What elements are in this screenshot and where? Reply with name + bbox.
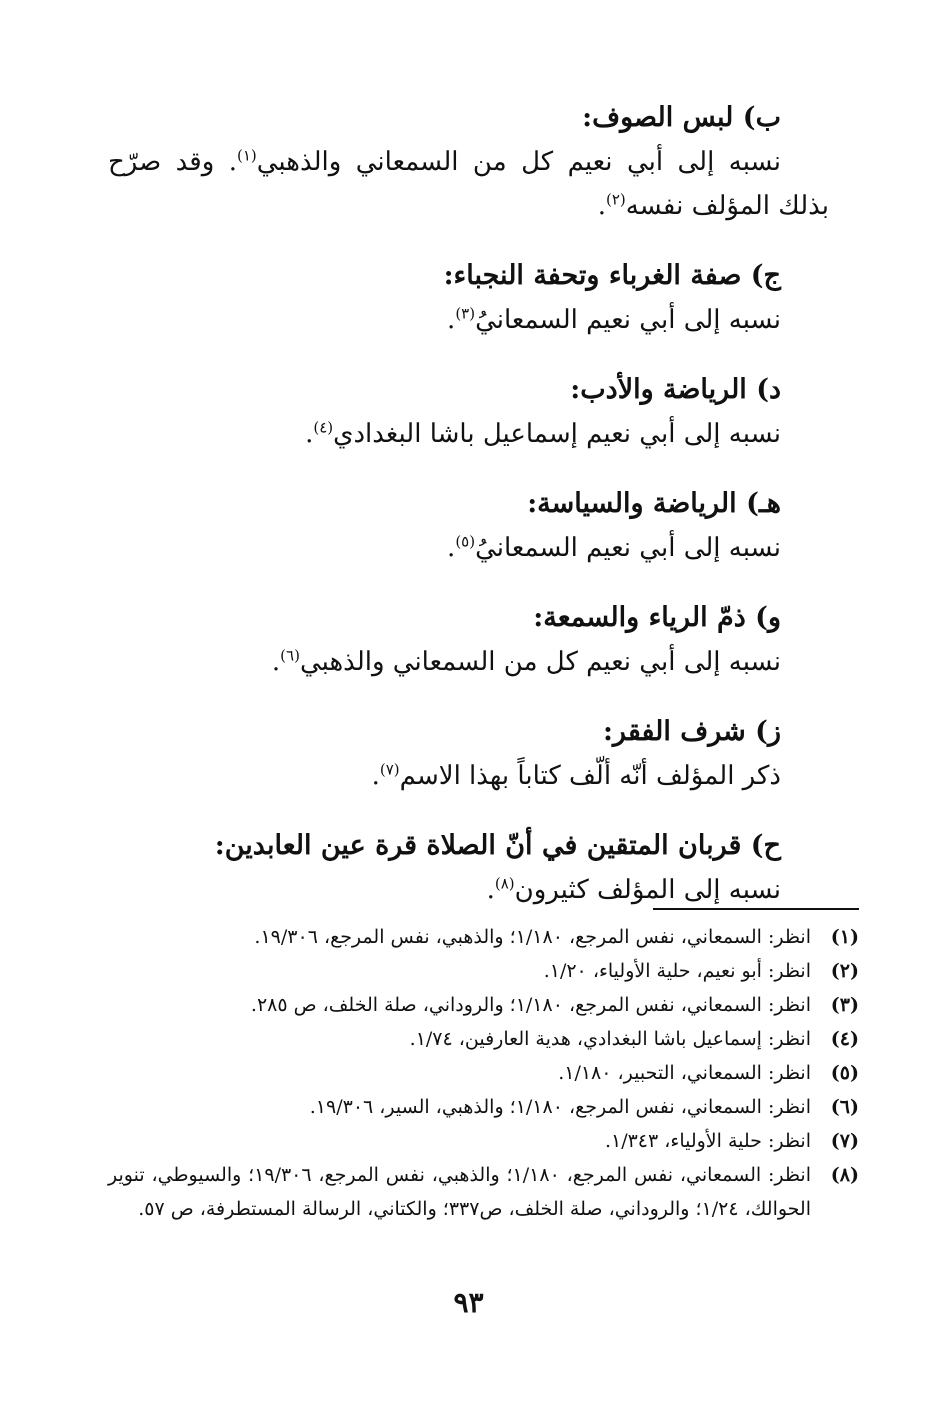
footnote-divider	[653, 908, 859, 910]
section-text-tail: .	[447, 305, 456, 335]
footnote-number: (٨)	[830, 1164, 859, 1186]
footnote-ref[interactable]: (٨)	[494, 874, 515, 893]
footnote-ref[interactable]: (٢)	[606, 190, 626, 209]
section-body	[108, 526, 829, 570]
footnote-text: انظر: أبو نعيم، حلية الأولياء، ١/٢٠.	[543, 960, 811, 982]
section-text-tail: .	[271, 647, 281, 677]
section-text: نسبه إلى أبي نعيم إسماعيل باشا البغدادي	[333, 419, 781, 449]
section-text: نسبه إلى أبي نعيم كل من السمعاني والذهبي	[299, 647, 781, 677]
footnote-number: (٧)	[830, 1130, 859, 1152]
footnote-item	[108, 954, 859, 988]
footnote-text: انظر: حلية الأولياء، ١/٣٤٣.	[604, 1130, 811, 1152]
section-text-tail: .	[597, 191, 606, 221]
footnote-ref[interactable]: (٣)	[455, 304, 476, 323]
footnote-item	[108, 1090, 859, 1124]
section-h	[108, 482, 829, 570]
footnote-ref[interactable]: (١)	[236, 146, 257, 165]
section-d	[108, 368, 829, 456]
section-body	[108, 640, 829, 684]
section-body	[108, 868, 829, 912]
section-text: نسبه إلى أبي نعيم السمعانيُ	[475, 533, 781, 563]
footnote-number: (٢)	[830, 960, 859, 982]
footnote-number: (٦)	[830, 1096, 859, 1118]
footnote-item	[108, 988, 859, 1022]
section-title: ح) قربان المتقين في أنّ الصلاة قرة عين العابدين:	[214, 830, 781, 861]
section-text: نسبه إلى المؤلف كثيرون	[514, 875, 781, 905]
footnote-ref[interactable]: (٥)	[455, 532, 476, 551]
section-text-cont: . وقد صرّح بذلك المؤلف نفسه	[108, 147, 829, 221]
footnote-number: (٤)	[830, 1028, 859, 1050]
section-title: ز) شرف الفقر:	[602, 716, 781, 747]
section-title: ج) صفة الغرباء وتحفة النجباء:	[443, 260, 781, 291]
section-j	[108, 254, 829, 342]
footnote-ref[interactable]: (٧)	[379, 760, 400, 779]
section-body	[108, 298, 829, 342]
section-text: نسبه إلى أبي نعيم كل من السمعاني والذهبي	[256, 147, 781, 177]
footnote-text: انظر: السمعاني، التحبير، ١/١٨٠.	[558, 1062, 811, 1084]
section-title: ب) لبس الصوف:	[582, 102, 781, 133]
footnotes	[108, 920, 859, 1226]
footnote-text: انظر: السمعاني، نفس المرجع، ١/١٨٠؛ والذهبي، نفس المرجع، ١٩/٣٠٦؛ والسيوطي، تنوير الحوالك، ١/٢٤؛ والروداني، صلة الخلف، ص٣٣٧؛ والكتاني، الرسالة المستطرفة، ص ٥٧.	[108, 1164, 812, 1220]
footnote-number: (٣)	[830, 994, 859, 1016]
main-text	[108, 96, 829, 938]
section-title: د) الرياضة والأدب:	[570, 374, 781, 405]
section-text-tail: .	[305, 419, 314, 449]
page-number: ٩٣	[453, 1286, 484, 1319]
section-text-tail: .	[447, 533, 456, 563]
section-body	[108, 140, 829, 228]
section-body	[108, 412, 829, 456]
footnote-ref[interactable]: (٤)	[313, 418, 334, 437]
section-title: و) ذمّ الرياء والسمعة:	[533, 602, 781, 633]
footnote-number: (١)	[830, 926, 859, 948]
footnote-number: (٥)	[830, 1062, 859, 1084]
section-title: هـ) الرياضة والسياسة:	[527, 488, 781, 519]
section-b	[108, 96, 829, 228]
section-ha	[108, 824, 829, 912]
footnote-text: انظر: السمعاني، نفس المرجع، ١/١٨٠؛ والذهبي، نفس المرجع، ١٩/٣٠٦.	[254, 926, 811, 948]
footnote-text: انظر: إسماعيل باشا البغدادي، هدية العارفين، ١/٧٤.	[409, 1028, 811, 1050]
footnote-text: انظر: السمعاني، نفس المرجع، ١/١٨٠؛ والروداني، صلة الخلف، ص ٢٨٥.	[250, 994, 811, 1016]
footnote-item	[108, 920, 859, 954]
section-text-tail: .	[371, 761, 380, 791]
section-text: ذكر المؤلف أنّه ألّف كتاباً بهذا الاسم	[399, 761, 781, 791]
footnote-item	[108, 1158, 859, 1226]
footnote-item	[108, 1124, 859, 1158]
footnote-item	[108, 1022, 859, 1056]
section-body	[108, 754, 829, 798]
section-text-tail: .	[486, 875, 495, 905]
footnote-text: انظر: السمعاني، نفس المرجع، ١/١٨٠؛ والذهبي، السير، ١٩/٣٠٦.	[309, 1096, 811, 1118]
section-z	[108, 710, 829, 798]
footnote-item	[108, 1056, 859, 1090]
section-text: نسبه إلى أبي نعيم السمعانيُ	[475, 305, 781, 335]
section-w	[108, 596, 829, 684]
footnote-ref[interactable]: (٦)	[280, 646, 300, 665]
